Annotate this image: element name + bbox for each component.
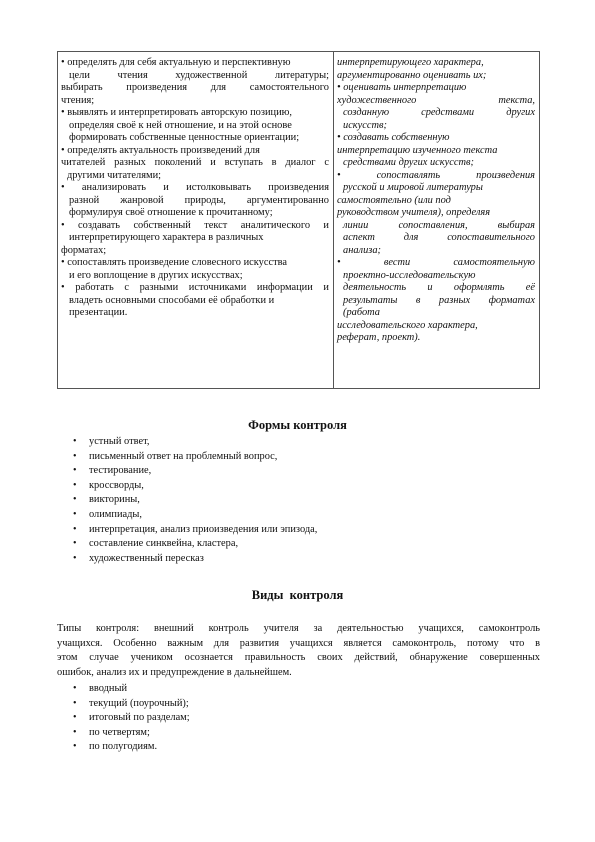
list-item: • итоговый по разделам; [57, 711, 190, 726]
list-item: • кроссворды, [57, 479, 317, 494]
right-line: анализа; [343, 244, 381, 256]
left-line: другими читателями; [67, 169, 162, 181]
left-line: презентации. [69, 307, 128, 318]
left-line: выбирать произведения для самостоятельного [61, 82, 329, 93]
right-line: интерпретирующего характера, [337, 57, 484, 68]
left-line: владеть основными способами её обработки и [69, 294, 275, 306]
left-line: читателей разных поколений и вступать в диалог с [61, 157, 329, 168]
left-line: разной жанровой природы, аргументированно [69, 194, 329, 206]
list-item: • письменный ответ на проблемный вопрос, [57, 450, 317, 465]
right-line: аспект для сопоставительного [343, 232, 535, 243]
list-item: • вводный [57, 682, 190, 697]
right-line: проектно-исследовательскую [343, 269, 476, 281]
right-line: искусств; [343, 119, 387, 131]
right-line: созданную средствами других [343, 107, 535, 118]
list-item: • по полугодиям. [57, 740, 190, 755]
right-line: • вести самостоятельную [337, 257, 535, 268]
list-item: • викторины, [57, 493, 317, 508]
left-line: и его воплощение в других искусствах; [69, 269, 243, 281]
right-line: линии сопоставления, выбирая [343, 219, 535, 231]
left-line: интерпретирующего характера в различных [69, 232, 264, 243]
right-line: реферат, проект). [337, 332, 421, 343]
right-line: (работа [343, 307, 380, 318]
right-line: средствами других искусств; [343, 157, 474, 168]
list-item: • художественный пересказ [57, 552, 317, 567]
list-item: • текущий (поурочный); [57, 697, 190, 712]
paragraph-line: этом случае учеником осознается правильность своих действий, обнаружение совершенных [57, 652, 540, 664]
paragraph-line: ошибок, анализ их и предупреждение в дальнейшем. [57, 666, 292, 678]
right-line: русской и мировой литературы [343, 182, 483, 193]
paragraph-line: Типы контроля: внешний контроль учителя за деятельностью учащихся, самоконтроль [57, 623, 540, 634]
right-line: деятельность и оформлять её [343, 282, 535, 293]
forms-list [57, 435, 317, 566]
paragraph-line: учащихся. Особенно важным для развития учащихся является самоконтроль, потому что в [57, 637, 540, 649]
types-paragraph [57, 622, 540, 680]
left-line: • определять для себя актуальную и перспективную [61, 57, 291, 68]
list-item: • олимпиады, [57, 508, 317, 523]
right-line: руководством учителя), определяя [337, 207, 491, 218]
left-line: цели чтения художественной литературы; [69, 69, 329, 81]
left-line: • выявлять и интерпретировать авторскую позицию, [61, 107, 293, 118]
table-column-divider [333, 52, 334, 388]
forms-section-title: Формы контроля [248, 418, 347, 432]
types-list [57, 682, 190, 755]
left-line: • работать с разными источниками информации и [61, 282, 329, 293]
types-section-title: Виды контроля [251, 588, 344, 602]
list-item: • по четвертям; [57, 726, 190, 741]
right-line: интерпретацию изученного текста [337, 144, 498, 156]
left-line: форматах; [61, 244, 107, 256]
list-item: • интерпретация, анализ приоизведения или эпизода, [57, 523, 317, 538]
requirements-table [57, 51, 540, 389]
table-left-column [61, 57, 329, 320]
right-line: результаты в разных форматах [343, 294, 535, 306]
left-line: формировать собственные ценностные ориентации; [69, 132, 300, 143]
list-item: • составление синквейна, кластера, [57, 537, 317, 552]
right-line: самостоятельно (или под [337, 194, 451, 206]
left-line: • анализировать и истолковывать произведения [61, 182, 329, 193]
table-right-column [337, 57, 535, 345]
right-line: • сопоставлять произведения [337, 169, 535, 181]
left-line: определяя своё к ней отношение, и на этой основе [69, 119, 292, 131]
left-line: формулируя своё отношение к прочитанному; [69, 207, 273, 218]
right-line: • создавать собственную [337, 132, 450, 143]
left-line: чтения; [61, 94, 95, 106]
list-item: • устный ответ, [57, 435, 317, 450]
left-line: • определять актуальность произведений для [61, 144, 260, 156]
list-item: • тестирование, [57, 464, 317, 479]
right-line: художественного текста, [337, 94, 535, 106]
left-line: • сопоставлять произведение словесного искусства [61, 257, 288, 268]
left-line: • создавать собственный текст аналитического и [61, 219, 329, 231]
right-line: исследовательского характера, [337, 319, 478, 331]
right-line: аргументированно оценивать их; [337, 69, 487, 81]
right-line: • оценивать интерпретацию [337, 82, 467, 93]
